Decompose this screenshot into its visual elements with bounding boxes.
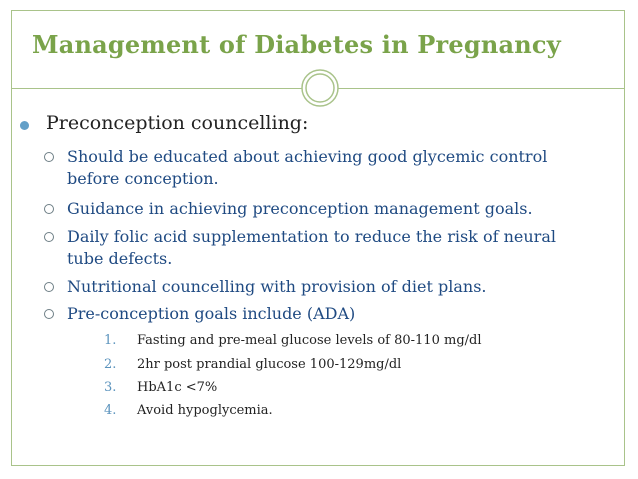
level3-number: 3. (104, 380, 117, 395)
level3-text: Fasting and pre-meal glucose levels of 80-110 mg/dl (137, 333, 482, 348)
hollow-circle-icon (44, 309, 54, 319)
level2-line: Daily folic acid supplementation to reduce the risk of neural (67, 227, 556, 246)
level3-number: 4. (104, 403, 117, 418)
level2-text (67, 198, 533, 220)
hollow-circle-icon (44, 204, 54, 214)
level3-text: Avoid hypoglycemia. (137, 403, 273, 418)
level2-line: Guidance in achieving preconception management goals. (67, 199, 533, 218)
filled-circle-icon (20, 121, 29, 130)
level2-text (67, 276, 487, 298)
hollow-circle-icon (44, 232, 54, 242)
level3-text: 2hr post prandial glucose 100-129mg/dl (137, 357, 402, 372)
hollow-circle-icon (44, 152, 54, 162)
hollow-circle-icon (44, 282, 54, 292)
level2-line: Pre-conception goals include (ADA) (67, 304, 356, 323)
level2-line: Should be educated about achieving good glycemic control (67, 147, 548, 166)
circle-ornament-icon (301, 69, 339, 107)
slide-title: Management of Diabetes in Pregnancy (32, 30, 561, 59)
level2-text (67, 226, 556, 270)
level1-bullet-text: Preconception councelling: (46, 112, 309, 134)
level2-text (67, 146, 547, 190)
level3-number: 1. (104, 333, 117, 348)
level2-line: Nutritional councelling with provision of diet plans. (67, 277, 487, 296)
level2-text (67, 303, 355, 325)
level3-text: HbA1c <7% (137, 380, 218, 395)
level3-number: 2. (104, 357, 117, 372)
level2-line: tube defects. (67, 249, 173, 268)
level2-line: before conception. (67, 169, 219, 188)
